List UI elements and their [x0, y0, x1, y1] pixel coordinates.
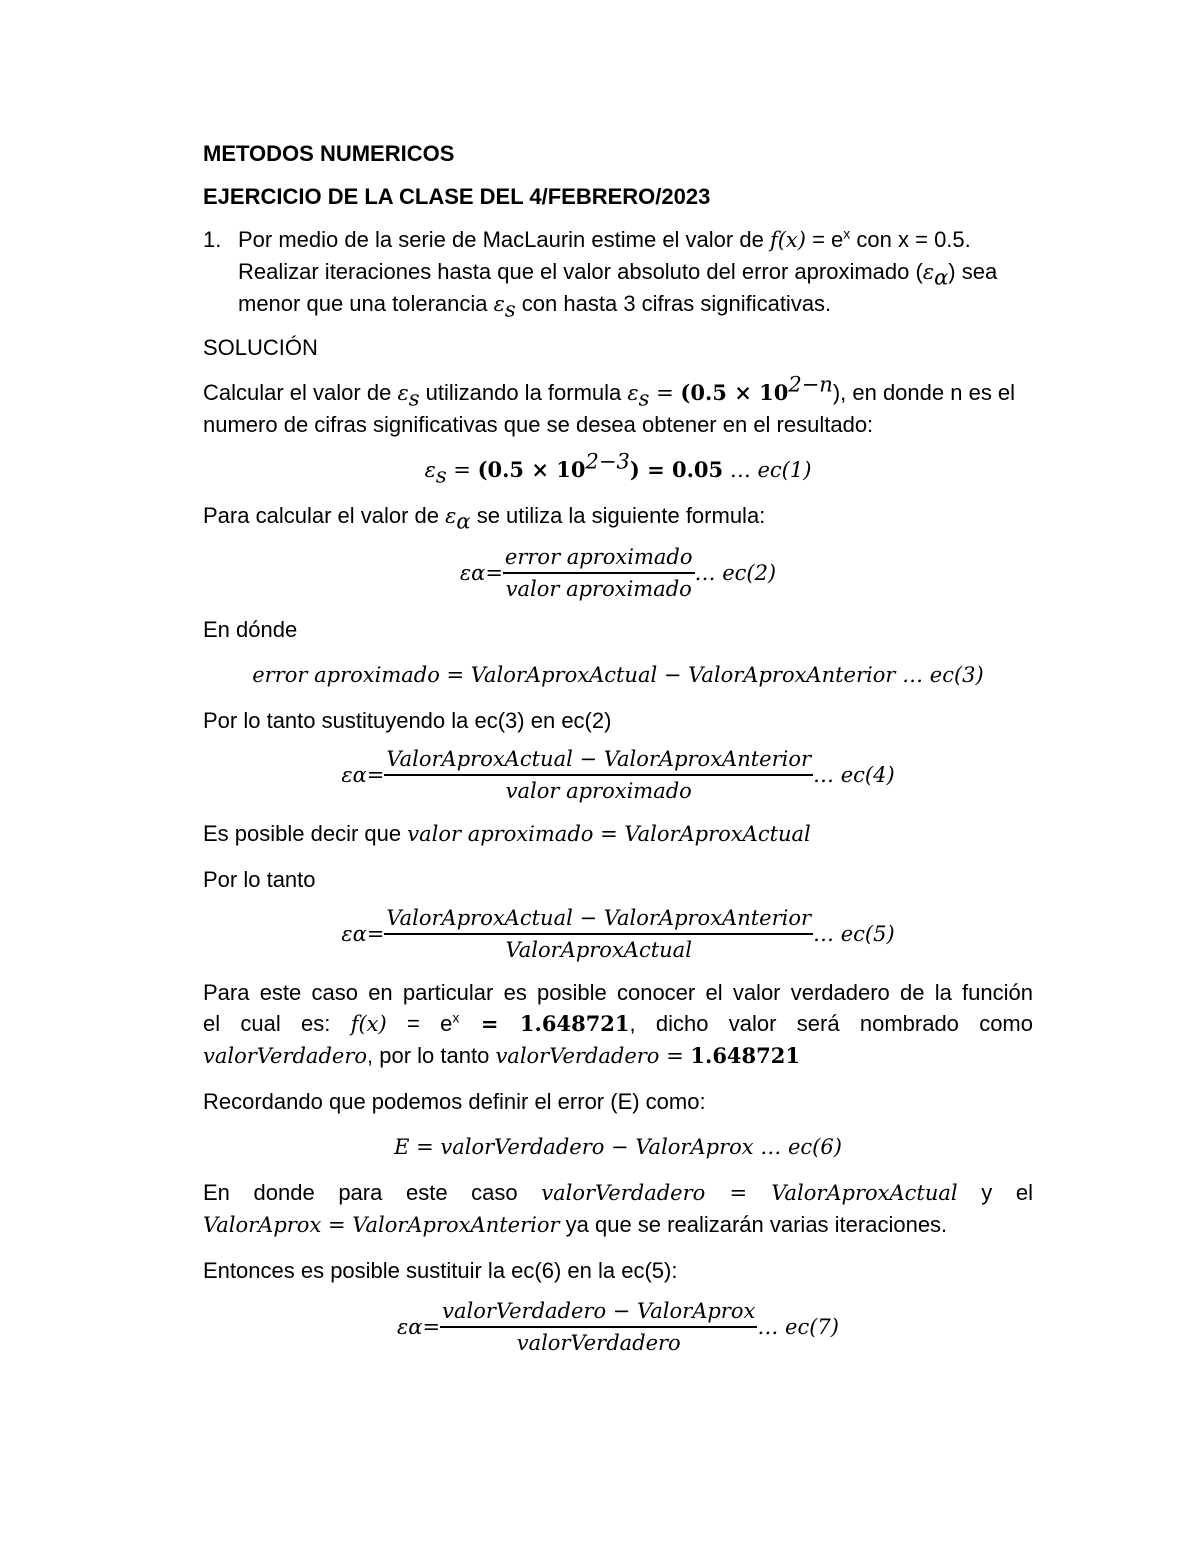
paragraph-5: Es posible decir que valor aproximado = ValorAproxActual [203, 821, 811, 846]
item-line-2: Realizar iteraciones hasta que el valor absoluto del error aproximado $(\varepsilon_\alpha)$ sea [238, 259, 998, 290]
equation-2: ε α = $\frac{\text{error aproximado}}{\text{valor aproximado}}$ … ec(2) [203, 542, 1033, 604]
paragraph-1-line-2: numero de cifras significativas que se desea obtener en el resultado: [203, 412, 874, 437]
paragraph-7-line-3: valorVerdadero, por lo tanto valorVerdadero = 1.648721 [203, 1043, 800, 1068]
exercise-item [203, 224, 1033, 320]
paragraph-9-line-2: ValorAprox = ValorAproxAnterior ya que se realizarán varias iteraciones. [203, 1212, 948, 1237]
doc-title: METODOS NUMERICOS [203, 141, 455, 166]
equation-1: $\varepsilon_s = (0.5 \times 10^{2-3}) = 0.05$ … ec(1) [424, 449, 812, 488]
paragraph-9-line-1: En donde para este caso valorVerdadero = ValorAproxActual y el [203, 1180, 1033, 1205]
paragraph-4: Por lo tanto sustituyendo la ec(3) en ec(2) [203, 708, 612, 733]
paragraph-10: Entonces es posible sustituir la ec(6) en la ec(5): [203, 1258, 678, 1283]
equation-4: ε α = $\frac{\text{ValorAproxActual − ValorAproxAnterior}}{\text{valor aproximado}}$ … ec(4) [203, 744, 1033, 806]
paragraph-8: Recordando que podemos definir el error (E) como: [203, 1089, 706, 1114]
equation-7: ε α = $\frac{\text{valorVerdadero − ValorAprox}}{\text{valorVerdadero}}$ … ec(7) [203, 1296, 1033, 1358]
paragraph-1-line-1: Calcular el valor de $\varepsilon_s$ utilizando la formula $\varepsilon_s = (0.5 \times 10^{2-n})$, en donde n es el [203, 372, 1016, 411]
solution-label: SOLUCIÓN [203, 335, 318, 360]
equation-5: ε α = $\frac{\text{ValorAproxActual − ValorAproxAnterior}}{\text{ValorAproxActual}}$ … ec(5) [203, 903, 1033, 965]
paragraph-7-line-1: Para este caso en particular es posible conocer el valor verdadero de la función [203, 980, 1033, 1005]
paragraph-7-line-2: el cual es: $f(x) = e^x = 1.648721$, dicho valor será nombrado como [203, 1009, 1033, 1036]
paragraph-2: Para calcular el valor de $\varepsilon_\alpha$ se utiliza la siguiente formula: [203, 503, 766, 534]
item-line-3: menor que una tolerancia $\varepsilon_s$ con hasta 3 cifras significativas. [238, 291, 832, 322]
equation-3: error aproximado = ValorAproxActual − ValorAproxAnterior … ec(3) [252, 663, 984, 687]
document-body [203, 138, 1033, 1358]
fraction-5: $\frac{\text{ValorAproxActual − ValorAproxAnterior}}{\text{ValorAproxActual}}$ [384, 903, 813, 965]
fraction-7: $\frac{\text{valorVerdadero − ValorAprox}}{\text{valorVerdadero}}$ [440, 1296, 757, 1358]
item-number: 1. [203, 227, 222, 252]
paragraph-6: Por lo tanto [203, 867, 316, 892]
equation-6: E = valorVerdadero − ValorAprox … ec(6) [394, 1135, 842, 1159]
fraction-4: $\frac{\text{ValorAproxActual − ValorAproxAnterior}}{\text{valor aproximado}}$ [384, 744, 813, 806]
paragraph-3: En dónde [203, 617, 298, 642]
doc-subtitle: EJERCICIO DE LA CLASE DEL 4/FEBRERO/2023 [203, 184, 711, 209]
item-line-1: Por medio de la serie de MacLaurin estime el valor de $f(x) = e^x$ con x = 0.5. [238, 225, 971, 252]
fraction-2: $\frac{\text{error aproximado}}{\text{valor aproximado}}$ [503, 542, 695, 604]
